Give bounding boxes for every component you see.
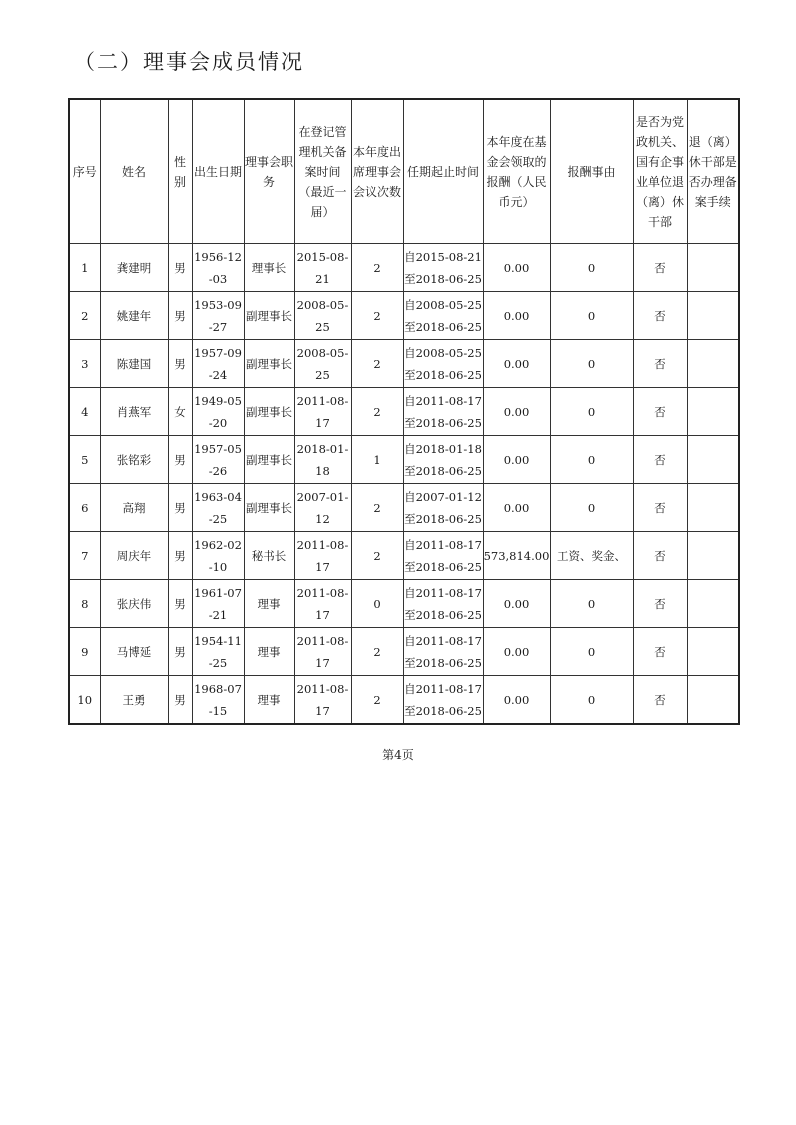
cell-gender: 男	[168, 244, 192, 292]
cell-birth-date: 1961-07-21	[192, 580, 244, 628]
cell-meetings: 2	[351, 532, 403, 580]
table-row	[69, 292, 739, 340]
cell-pay: 0.00	[483, 340, 550, 388]
cell-name: 姚建年	[100, 292, 168, 340]
cell-name: 高翔	[100, 484, 168, 532]
board-members-table	[68, 98, 740, 725]
cell-filing-time: 2011-08-17	[294, 580, 351, 628]
cell-retired-filing	[687, 628, 739, 676]
cell-pay: 0.00	[483, 676, 550, 725]
cell-retired-filing	[687, 244, 739, 292]
header-retired-filing: 退（离）休干部是否办理备案手续	[687, 99, 739, 244]
cell-retired: 否	[633, 676, 687, 725]
cell-name: 张庆伟	[100, 580, 168, 628]
cell-seq: 10	[69, 676, 100, 725]
cell-gender: 男	[168, 676, 192, 725]
term-start: 自2011-08-17	[404, 633, 482, 648]
cell-pay: 573,814.00	[483, 532, 550, 580]
cell-seq: 8	[69, 580, 100, 628]
cell-name: 张铭彩	[100, 436, 168, 484]
table-row	[69, 580, 739, 628]
cell-name: 马博延	[100, 628, 168, 676]
term-end: 至2018-06-25	[404, 367, 482, 382]
cell-birth-date: 1963-04-25	[192, 484, 244, 532]
cell-position: 秘书长	[244, 532, 294, 580]
cell-retired: 否	[633, 436, 687, 484]
cell-retired-filing	[687, 340, 739, 388]
term-end: 至2018-06-25	[404, 703, 482, 718]
cell-meetings: 2	[351, 676, 403, 725]
cell-birth-date: 1949-05-20	[192, 388, 244, 436]
table-row	[69, 244, 739, 292]
section-title: （二）理事会成员情况	[74, 50, 304, 74]
cell-name: 陈建国	[100, 340, 168, 388]
cell-term	[403, 388, 483, 436]
cell-retired: 否	[633, 532, 687, 580]
cell-retired-filing	[687, 388, 739, 436]
term-start: 自2015-08-21	[404, 249, 482, 264]
cell-birth-date: 1962-02-10	[192, 532, 244, 580]
cell-retired-filing	[687, 484, 739, 532]
term-end: 至2018-06-25	[404, 463, 482, 478]
cell-birth-date: 1953-09-27	[192, 292, 244, 340]
cell-seq: 4	[69, 388, 100, 436]
cell-pay: 0.00	[483, 628, 550, 676]
cell-term	[403, 436, 483, 484]
cell-position: 理事长	[244, 244, 294, 292]
cell-retired: 否	[633, 388, 687, 436]
cell-pay-reason: 0	[550, 484, 633, 532]
cell-retired-filing	[687, 292, 739, 340]
cell-meetings: 1	[351, 436, 403, 484]
term-start: 自2008-05-25	[404, 345, 482, 360]
cell-pay-reason: 0	[550, 244, 633, 292]
table-body	[69, 244, 739, 725]
header-position: 理事会职务	[244, 99, 294, 244]
cell-pay: 0.00	[483, 292, 550, 340]
cell-name: 肖燕军	[100, 388, 168, 436]
table-row	[69, 628, 739, 676]
cell-term	[403, 580, 483, 628]
cell-seq: 2	[69, 292, 100, 340]
table-header-row	[69, 99, 739, 244]
header-retired: 是否为党政机关、国有企事业单位退（离）休干部	[633, 99, 687, 244]
cell-retired: 否	[633, 244, 687, 292]
table-row	[69, 484, 739, 532]
cell-gender: 男	[168, 532, 192, 580]
term-start: 自2011-08-17	[404, 537, 482, 552]
cell-gender: 男	[168, 436, 192, 484]
cell-filing-time: 2018-01-18	[294, 436, 351, 484]
cell-term	[403, 244, 483, 292]
cell-birth-date: 1954-11-25	[192, 628, 244, 676]
header-pay-reason: 报酬事由	[550, 99, 633, 244]
cell-retired-filing	[687, 580, 739, 628]
cell-pay: 0.00	[483, 388, 550, 436]
cell-pay: 0.00	[483, 484, 550, 532]
cell-retired: 否	[633, 628, 687, 676]
cell-retired: 否	[633, 292, 687, 340]
page-number: 第4页	[382, 748, 414, 762]
cell-seq: 3	[69, 340, 100, 388]
cell-seq: 6	[69, 484, 100, 532]
cell-pay-reason: 0	[550, 580, 633, 628]
cell-pay-reason: 0	[550, 292, 633, 340]
cell-gender: 女	[168, 388, 192, 436]
cell-term	[403, 676, 483, 725]
cell-name: 龚建明	[100, 244, 168, 292]
cell-seq: 7	[69, 532, 100, 580]
header-filing-time: 在登记管理机关备案时间（最近一届）	[294, 99, 351, 244]
header-name: 姓名	[100, 99, 168, 244]
cell-filing-time: 2008-05-25	[294, 292, 351, 340]
cell-term	[403, 484, 483, 532]
cell-position: 理事	[244, 580, 294, 628]
header-pay: 本年度在基金会领取的报酬（人民币元）	[483, 99, 550, 244]
header-term: 任期起止时间	[403, 99, 483, 244]
cell-birth-date: 1956-12-03	[192, 244, 244, 292]
cell-retired-filing	[687, 436, 739, 484]
cell-position: 理事	[244, 628, 294, 676]
header-gender: 性别	[168, 99, 192, 244]
cell-retired: 否	[633, 340, 687, 388]
cell-filing-time: 2011-08-17	[294, 676, 351, 725]
cell-pay: 0.00	[483, 436, 550, 484]
cell-gender: 男	[168, 292, 192, 340]
cell-meetings: 2	[351, 628, 403, 676]
cell-meetings: 2	[351, 484, 403, 532]
table-row	[69, 436, 739, 484]
cell-meetings: 2	[351, 388, 403, 436]
term-end: 至2018-06-25	[404, 655, 482, 670]
cell-retired: 否	[633, 484, 687, 532]
cell-meetings: 0	[351, 580, 403, 628]
term-end: 至2018-06-25	[404, 271, 482, 286]
term-start: 自2011-08-17	[404, 585, 482, 600]
cell-position: 理事	[244, 676, 294, 725]
term-end: 至2018-06-25	[404, 511, 482, 526]
cell-gender: 男	[168, 628, 192, 676]
cell-retired: 否	[633, 580, 687, 628]
term-start: 自2018-01-18	[404, 441, 482, 456]
cell-seq: 5	[69, 436, 100, 484]
term-start: 自2007-01-12	[404, 489, 482, 504]
cell-filing-time: 2007-01-12	[294, 484, 351, 532]
table-row	[69, 340, 739, 388]
cell-seq: 9	[69, 628, 100, 676]
cell-name: 周庆年	[100, 532, 168, 580]
cell-retired-filing	[687, 676, 739, 725]
cell-retired-filing	[687, 532, 739, 580]
term-end: 至2018-06-25	[404, 319, 482, 334]
cell-filing-time: 2011-08-17	[294, 628, 351, 676]
term-start: 自2008-05-25	[404, 297, 482, 312]
cell-pay-reason: 0	[550, 340, 633, 388]
cell-term	[403, 292, 483, 340]
cell-filing-time: 2008-05-25	[294, 340, 351, 388]
cell-position: 副理事长	[244, 436, 294, 484]
cell-pay-reason: 0	[550, 388, 633, 436]
cell-pay-reason: 工资、奖金、	[550, 532, 633, 580]
cell-position: 副理事长	[244, 484, 294, 532]
cell-filing-time: 2011-08-17	[294, 532, 351, 580]
cell-pay: 0.00	[483, 580, 550, 628]
cell-gender: 男	[168, 484, 192, 532]
cell-filing-time: 2015-08-21	[294, 244, 351, 292]
cell-birth-date: 1957-09-24	[192, 340, 244, 388]
cell-position: 副理事长	[244, 388, 294, 436]
cell-term	[403, 340, 483, 388]
cell-filing-time: 2011-08-17	[294, 388, 351, 436]
cell-meetings: 2	[351, 244, 403, 292]
header-seq: 序号	[69, 99, 100, 244]
cell-pay: 0.00	[483, 244, 550, 292]
term-end: 至2018-06-25	[404, 607, 482, 622]
cell-gender: 男	[168, 580, 192, 628]
term-start: 自2011-08-17	[404, 681, 482, 696]
cell-pay-reason: 0	[550, 436, 633, 484]
cell-pay-reason: 0	[550, 676, 633, 725]
cell-position: 副理事长	[244, 292, 294, 340]
header-birth-date: 出生日期	[192, 99, 244, 244]
table-row	[69, 388, 739, 436]
cell-pay-reason: 0	[550, 628, 633, 676]
cell-birth-date: 1957-05-26	[192, 436, 244, 484]
cell-gender: 男	[168, 340, 192, 388]
cell-term	[403, 532, 483, 580]
table-row	[69, 532, 739, 580]
cell-birth-date: 1968-07-15	[192, 676, 244, 725]
cell-meetings: 2	[351, 292, 403, 340]
cell-name: 王勇	[100, 676, 168, 725]
table-row	[69, 676, 739, 725]
term-start: 自2011-08-17	[404, 393, 482, 408]
cell-seq: 1	[69, 244, 100, 292]
cell-position: 副理事长	[244, 340, 294, 388]
term-end: 至2018-06-25	[404, 559, 482, 574]
cell-term	[403, 628, 483, 676]
term-end: 至2018-06-25	[404, 415, 482, 430]
header-meetings: 本年度出席理事会会议次数	[351, 99, 403, 244]
cell-meetings: 2	[351, 340, 403, 388]
